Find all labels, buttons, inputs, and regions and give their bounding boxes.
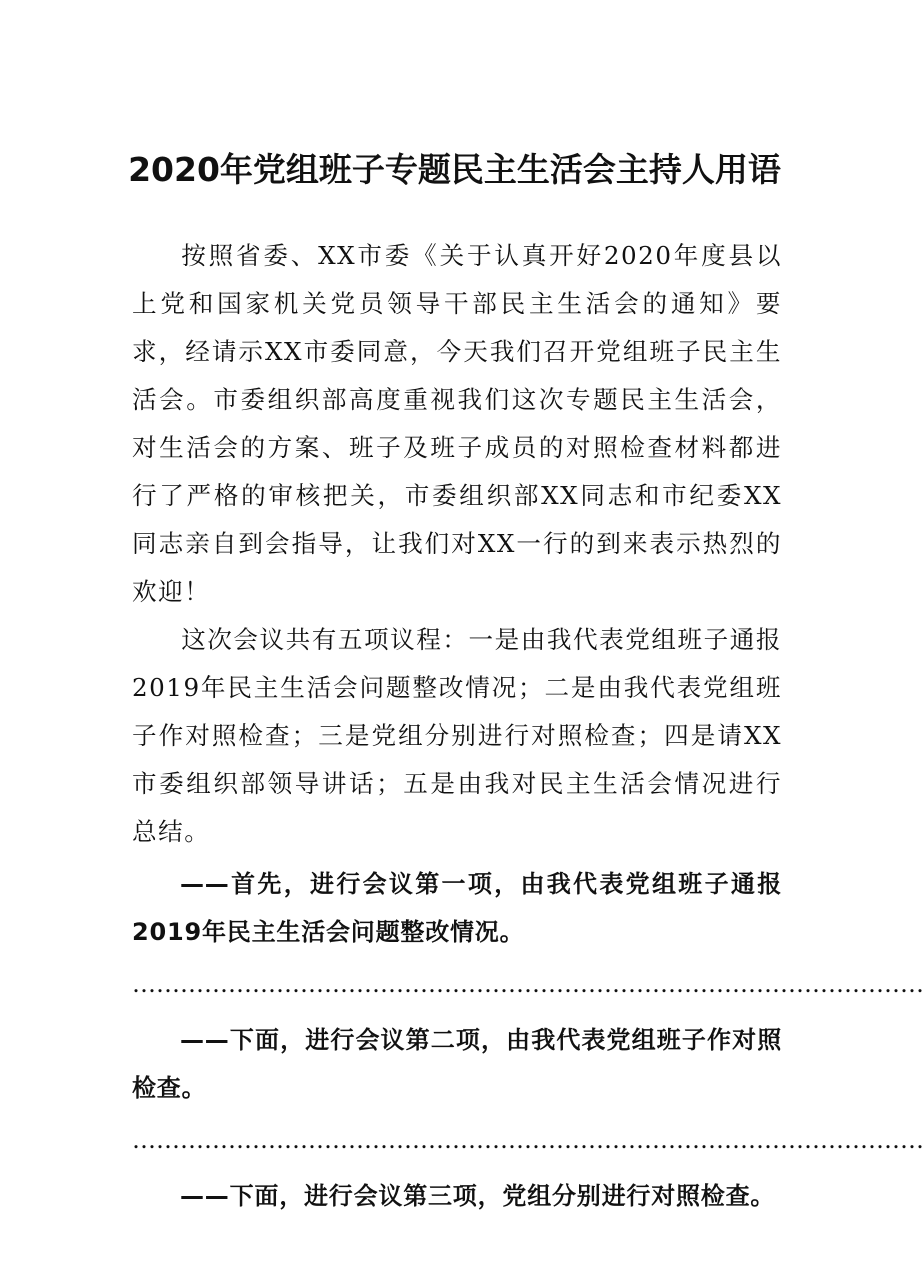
document-title: 2020年党组班子专题民主生活会主持人用语	[128, 150, 781, 189]
ellipsis-separator: ………………………………………………………………………………………	[132, 1126, 924, 1154]
agenda-overview-paragraph: 这次会议共有五项议程：一是由我代表党组班子通报2019年民主生活会问题整改情况；二是由我代表党组班子作对照检查；三是党组分别进行对照检查；四是请XX市委组织部领导讲话；五是由我对民主生活会情况进行总结。	[132, 625, 782, 846]
agenda-item-3: ——下面，进行会议第三项，党组分别进行对照检查。	[180, 1182, 776, 1210]
intro-paragraph: 按照省委、XX市委《关于认真开好2020年度县以上党和国家机关党员领导干部民主生活会的通知》要求，经请示XX市委同意，今天我们召开党组班子民主生活会。市委组织部高度重视我们这次专题民主生活会，对生活会的方案、班子及班子成员的对照检查材料都进行了严格的审核把关，市委组织部XX同志和市纪委XX同志亲自到会指导，让我们对XX一行的到来表示热烈的欢迎！	[132, 241, 782, 606]
agenda-item-1: ——首先，进行会议第一项，由我代表党组班子通报2019年民主生活会问题整改情况。	[132, 870, 782, 946]
document-body	[132, 232, 924, 1220]
agenda-item-2: ——下面，进行会议第二项，由我代表党组班子作对照检查。	[132, 1026, 782, 1102]
ellipsis-separator: ………………………………………………………………………………………	[132, 970, 924, 998]
